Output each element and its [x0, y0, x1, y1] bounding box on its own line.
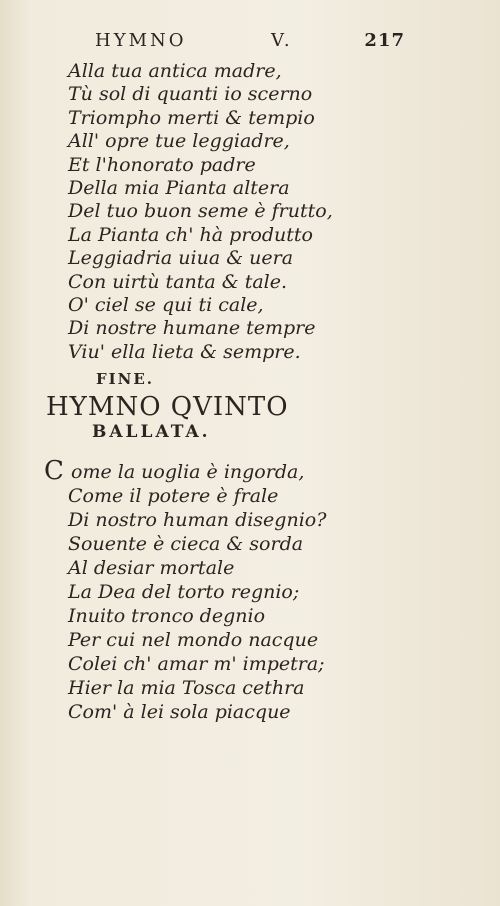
verse-line: La Dea del torto regnio; [68, 581, 300, 603]
hymn-title: HYMNO QVINTO [46, 392, 289, 422]
verse-line: ome la uoglia è ingorda, [71, 461, 305, 483]
verse-line: Com' à lei sola piacque [68, 701, 291, 723]
verse-line: Triompho merti & tempio [68, 106, 315, 129]
verse-line: Colei ch' amar m' impetra; [68, 653, 325, 675]
verse-line: La Pianta ch' hà produtto [68, 223, 313, 246]
verse-line: Per cui nel mondo nacque [68, 629, 319, 651]
verse-line: Hier la mia Tosca cethra [68, 677, 305, 699]
running-head-title: HYMNO [95, 30, 187, 51]
verse-line: Del tuo buon seme è frutto, [68, 200, 333, 223]
fine-marker: FINE. [96, 370, 155, 388]
ballata-verses [68, 460, 326, 724]
verse-line: Della mia Pianta altera [68, 176, 290, 199]
verse-line: Souente è cieca & sorda [68, 533, 304, 555]
verse-line: Leggiadria uiua & uera [68, 247, 294, 270]
initial-letter: C [44, 456, 64, 486]
poem-end-verses [68, 60, 333, 364]
verse-line: Tù sol di quanti io scerno [68, 83, 313, 106]
verse-line: Inuito tronco degnio [68, 605, 266, 627]
verse-line: All' opre tue leggiadre, [68, 130, 290, 153]
hymn-subtitle: BALLATA. [92, 422, 211, 442]
running-head-section: V. [271, 30, 293, 51]
verse-line: Al desiar mortale [68, 557, 235, 579]
verse-line: Di nostro human disegnio? [68, 509, 327, 531]
show-through-text [335, 40, 500, 780]
verse-line: Di nostre humane tempre [68, 317, 316, 340]
verse-line: Et l'honorato padre [68, 153, 256, 176]
verse-line: Come il potere è frale [68, 485, 279, 507]
verse-line: O' ciel se qui ti cale, [68, 293, 264, 316]
page-number: 217 [364, 30, 405, 51]
running-head [95, 30, 405, 52]
verse-line: Alla tua antica madre, [68, 60, 282, 82]
verse-line: Viu' ella lieta & sempre. [68, 340, 301, 363]
verse-line: Con uirtù tanta & tale. [68, 270, 288, 293]
